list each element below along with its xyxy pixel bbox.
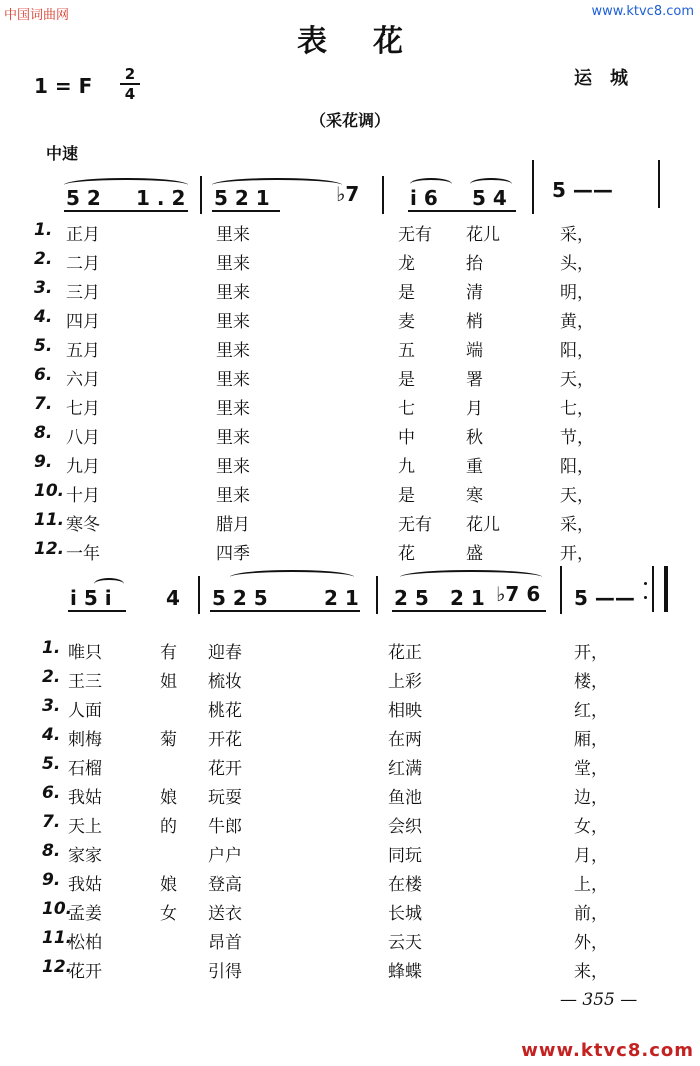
lyric-cell: 长城 — [388, 904, 422, 924]
lyric-cell: 5. — [34, 336, 53, 356]
lyric-cell: 三月 — [66, 283, 100, 303]
lyric-cell: 户户 — [208, 846, 242, 866]
lyric-cell: 石榴 — [68, 759, 102, 779]
lyric-cell: 昂首 — [208, 933, 242, 953]
lyric-cell: 1. — [34, 220, 53, 240]
lyric-cell: 七 — [398, 399, 415, 419]
lyric-cell: 一年 — [66, 544, 100, 564]
lyric-cell: 节， — [560, 428, 594, 448]
lyric-cell: 送衣 — [208, 904, 242, 924]
lyric-cell: 红， — [574, 701, 608, 721]
tempo-marking: 中速 — [46, 144, 79, 163]
lyric-cell: 天， — [560, 370, 594, 390]
note-group: 2 1 — [324, 586, 359, 610]
lyric-cell: 玩耍 — [208, 788, 242, 808]
lyric-cell: 3. — [34, 278, 53, 298]
lyric-cell: 七月 — [66, 399, 100, 419]
note-group: 5 —— — [574, 586, 635, 610]
lyric-cell: 前， — [574, 904, 608, 924]
lyric-cell: 秋 — [466, 428, 483, 448]
lyric-cell: 里来 — [216, 254, 250, 274]
lyric-cell: 梳妆 — [208, 672, 242, 692]
lyric-cell: 黄， — [560, 312, 594, 332]
lyric-cell: 来， — [574, 962, 608, 982]
lyric-cell: 八月 — [66, 428, 100, 448]
lyric-cell: 阳， — [560, 457, 594, 477]
song-title: 表花 — [297, 24, 449, 59]
region-label: 运城 — [574, 68, 646, 89]
lyric-cell: 孟姜 — [68, 904, 102, 924]
lyric-cell: 开， — [574, 643, 608, 663]
beam — [64, 210, 188, 212]
lyric-cell: 5. — [42, 754, 61, 774]
lyric-cell: 红满 — [388, 759, 422, 779]
lyric-cell: 人面 — [68, 701, 102, 721]
watermark-bottom: www.ktvc8.com — [521, 1040, 694, 1061]
lyric-cell: 6. — [42, 783, 61, 803]
subtitle: （采花调） — [309, 111, 390, 130]
lyric-cell: 云天 — [388, 933, 422, 953]
lyric-cell: 重 — [466, 457, 483, 477]
note-group: 2 1 — [450, 586, 485, 610]
lyric-cell: 无有 — [398, 515, 432, 535]
lyric-cell: 在两 — [388, 730, 422, 750]
meter-bottom: 4 — [124, 85, 136, 103]
lyric-cell: 唯只 — [68, 643, 102, 663]
lyric-cell: 王三 — [68, 672, 102, 692]
lyric-cell: 8. — [42, 841, 61, 861]
note-group: 2 5 — [394, 586, 429, 610]
lyric-cell: 花开 — [68, 962, 102, 982]
lyric-cell: 麦 — [398, 312, 415, 332]
lyric-cell: 边， — [574, 788, 608, 808]
lyric-cell: 2. — [34, 249, 53, 269]
lyric-cell: 4. — [42, 725, 61, 745]
lyric-cell: 引得 — [208, 962, 242, 982]
lyric-cell: 五 — [398, 341, 415, 361]
barline — [376, 576, 378, 614]
lyric-cell: 端 — [466, 341, 483, 361]
barline — [198, 576, 200, 614]
lyric-cell: 迎春 — [208, 643, 242, 663]
lyric-cell: 7. — [42, 812, 61, 832]
lyric-cell: 清 — [466, 283, 483, 303]
lyric-cell: 鱼池 — [388, 788, 422, 808]
lyric-cell: 月， — [574, 846, 608, 866]
lyric-cell: 五月 — [66, 341, 100, 361]
lyric-cell: 堂， — [574, 759, 608, 779]
lyric-cell: 十月 — [66, 486, 100, 506]
lyric-cell: 九月 — [66, 457, 100, 477]
lyric-cell: 花儿 — [466, 515, 500, 535]
lyric-cell: 10. — [34, 481, 65, 501]
lyric-cell: 二月 — [66, 254, 100, 274]
lyric-cell: 中 — [398, 428, 415, 448]
lyric-cell: 刺梅 — [68, 730, 102, 750]
lyric-cell: 腊月 — [216, 515, 250, 535]
lyric-cell: 里来 — [216, 428, 250, 448]
repeat-dot — [644, 582, 647, 585]
note-group: 5 2 5 — [212, 586, 268, 610]
lyric-cell: 月 — [466, 399, 483, 419]
lyric-cell: 里来 — [216, 283, 250, 303]
barline — [382, 176, 384, 214]
lyric-cell: 是 — [398, 370, 415, 390]
lyric-cell: 相映 — [388, 701, 422, 721]
note-group: i 5 i — [70, 586, 112, 610]
lyric-cell: 11. — [34, 510, 65, 530]
lyric-cell: 娘 — [160, 788, 177, 808]
lyric-cell: 7. — [34, 394, 53, 414]
lyric-cell: 是 — [398, 283, 415, 303]
lyric-cell: 8. — [34, 423, 53, 443]
lyric-cell: 明， — [560, 283, 594, 303]
lyric-cell: 我姑 — [68, 788, 102, 808]
lyric-cell: 署 — [466, 370, 483, 390]
page-number: — 355 — — [560, 990, 638, 1010]
lyric-cell: 2. — [42, 667, 61, 687]
lyric-cell: 有 — [160, 643, 177, 663]
lyric-cell: 9. — [34, 452, 53, 472]
lyric-cell: 开花 — [208, 730, 242, 750]
lyric-cell: 正月 — [66, 225, 100, 245]
lyric-cell: 里来 — [216, 341, 250, 361]
lyric-cell: 上彩 — [388, 672, 422, 692]
lyric-cell: 我姑 — [68, 875, 102, 895]
lyric-cell: 蜂蝶 — [388, 962, 422, 982]
lyric-cell: 登高 — [208, 875, 242, 895]
barline — [658, 160, 660, 208]
note-group: 5 —— — [552, 178, 613, 202]
lyric-cell: 天上 — [68, 817, 102, 837]
barline — [652, 566, 654, 612]
lyric-cell: 在楼 — [388, 875, 422, 895]
lyric-cell: 天， — [560, 486, 594, 506]
lyric-cell: 牛郎 — [208, 817, 242, 837]
lyric-cell: 12. — [42, 957, 73, 977]
lyric-cell: 六月 — [66, 370, 100, 390]
lyric-cell: 外， — [574, 933, 608, 953]
lyric-cell: 桃花 — [208, 701, 242, 721]
beam — [68, 610, 126, 612]
lyric-cell: 寒冬 — [66, 515, 100, 535]
lyric-cell: 花 — [398, 544, 415, 564]
lyric-cell: 九 — [398, 457, 415, 477]
note-group: 1 . 2 — [136, 186, 186, 210]
lyric-cell: 厢， — [574, 730, 608, 750]
meter-top: 2 — [124, 65, 136, 83]
lyric-cell: 会织 — [388, 817, 422, 837]
lyric-cell: 11. — [42, 928, 73, 948]
barline — [532, 160, 534, 214]
lyric-cell: 楼， — [574, 672, 608, 692]
note-group: 5 2 1 — [214, 186, 270, 210]
lyric-cell: 同玩 — [388, 846, 422, 866]
lyric-cell: 里来 — [216, 312, 250, 332]
lyric-cell: 里来 — [216, 399, 250, 419]
lyric-cell: 3. — [42, 696, 61, 716]
lyric-cell: 里来 — [216, 486, 250, 506]
lyric-cell: 里来 — [216, 225, 250, 245]
lyric-cell: 盛 — [466, 544, 483, 564]
watermark-top-left: 中国词曲网 — [4, 8, 70, 23]
lyric-cell: 阳， — [560, 341, 594, 361]
note-group: 5 2 — [66, 186, 101, 210]
lyric-cell: 的 — [160, 817, 177, 837]
lyric-cell: 四月 — [66, 312, 100, 332]
lyric-cell: 头， — [560, 254, 594, 274]
lyric-cell: 家家 — [68, 846, 102, 866]
lyric-cell: 松柏 — [68, 933, 102, 953]
lyric-cell: 龙 — [398, 254, 415, 274]
lyric-cell: 10. — [42, 899, 73, 919]
key-signature: 1 = F — [34, 74, 93, 98]
note-group: ♭7 6 — [496, 582, 541, 606]
lyric-cell: 花儿 — [466, 225, 500, 245]
lyric-cell: 是 — [398, 486, 415, 506]
lyric-cell: 七， — [560, 399, 594, 419]
lyric-cell: 四季 — [216, 544, 250, 564]
lyric-cell: 花开 — [208, 759, 242, 779]
lyric-cell: 开， — [560, 544, 594, 564]
lyric-cell: 无有 — [398, 225, 432, 245]
beam — [408, 210, 516, 212]
beam — [392, 610, 546, 612]
lyric-cell: 里来 — [216, 457, 250, 477]
final-barline — [664, 566, 668, 612]
beam — [210, 610, 360, 612]
repeat-dot — [644, 596, 647, 599]
lyric-cell: 4. — [34, 307, 53, 327]
note-group: i 6 — [410, 186, 438, 210]
lyric-cell: 花正 — [388, 643, 422, 663]
lyric-cell: 女， — [574, 817, 608, 837]
note-group: 5 4 — [472, 186, 507, 210]
note-group: 4 — [166, 586, 180, 610]
lyric-cell: 12. — [34, 539, 65, 559]
barline — [560, 566, 562, 614]
beam — [212, 210, 280, 212]
lyric-cell: 里来 — [216, 370, 250, 390]
lyric-cell: 女 — [160, 904, 177, 924]
lyric-cell: 梢 — [466, 312, 483, 332]
watermark-top-right: www.ktvc8.com — [591, 4, 694, 19]
lyric-cell: 娘 — [160, 875, 177, 895]
lyric-cell: 寒 — [466, 486, 483, 506]
lyric-cell: 9. — [42, 870, 61, 890]
lyric-cell: 采， — [560, 515, 594, 535]
slur — [230, 570, 354, 584]
lyric-cell: 抬 — [466, 254, 483, 274]
time-signature — [120, 66, 140, 102]
lyric-cell: 1. — [42, 638, 61, 658]
lyric-cell: 姐 — [160, 672, 177, 692]
lyric-cell: 菊 — [160, 730, 177, 750]
note-group: ♭7 — [336, 182, 360, 206]
lyric-cell: 采， — [560, 225, 594, 245]
lyric-cell: 上， — [574, 875, 608, 895]
barline — [200, 176, 202, 214]
lyric-cell: 6. — [34, 365, 53, 385]
